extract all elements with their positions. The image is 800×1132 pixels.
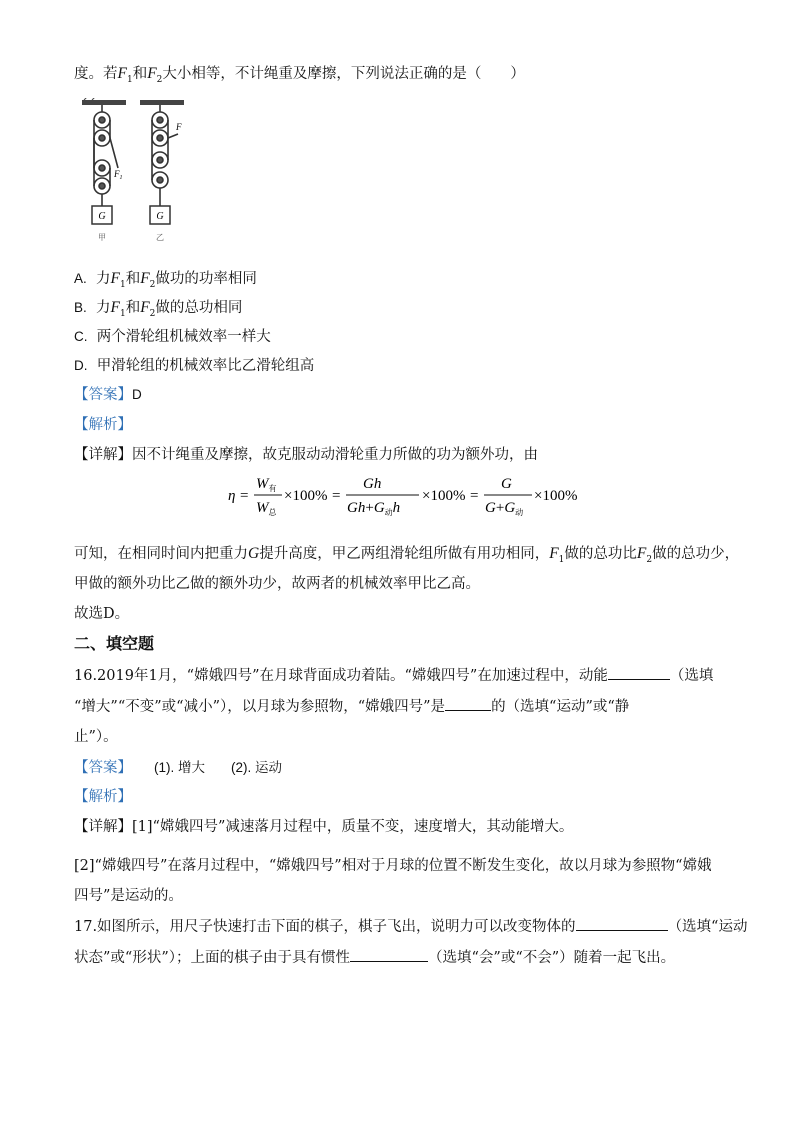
var-sub: 2 [149,279,156,290]
frac3-num: G [501,476,512,492]
q15-detail [74,445,538,465]
answer-value-2: (2). 运动 [231,760,283,775]
var-f2-sub: 2 [156,74,163,85]
option-text: 力 [95,300,111,316]
analysis-label: 【解析】 [74,417,132,433]
pulley-group-left [94,105,118,206]
answer-label: 【答案】 [74,760,132,776]
times-100-a: ×100% [284,488,328,504]
option-text: 和 [125,300,141,316]
var-sub: 1 [119,308,126,319]
times-100-c: ×100% [534,488,578,504]
q17-text: 状态”或“形状”）；上面的棋子由于具有惯性 [74,950,350,966]
weight-label-right: G [156,211,164,222]
section-title: 二、填空题 [74,634,155,653]
blank-1[interactable] [608,665,670,680]
q16-text: 16.2019年1月，“嫦娥四号”在月球背面成功着陆。“嫦娥四号”在加速过程中，动能 [74,668,608,684]
option-a [74,269,257,295]
efficiency-formula [226,468,586,524]
var-sub: 2 [646,554,653,565]
q17-text: （选填“运动 [667,919,748,935]
var-f1: F [110,299,120,316]
equals-sign: = [332,488,341,504]
var-f1: F [549,545,559,562]
option-text: 做的总功相同 [155,300,243,316]
detail-text: [1]“嫦娥四号”减速落月过程中，质量不变，速度增大，其动能增大。 [132,819,574,835]
q16-text: （选填 [669,668,714,684]
var-sub: 2 [149,308,156,319]
option-letter: A. [74,271,87,286]
q16-text: 的（选填“运动”或“静 [491,699,630,715]
var-f2: F [147,65,157,82]
option-text: 和 [125,271,141,287]
frac1-den: $W_总$ [256,500,277,517]
label-f: F [176,122,182,132]
q15-stem [74,64,525,90]
q16-line-3: 止”）。 [74,729,118,745]
q15-stem-a: 度。若 [74,66,118,82]
blank-2[interactable] [445,696,491,711]
q15-stem-b: 和 [132,66,148,82]
answer-value: D [132,387,142,402]
var-f1: F [117,65,127,82]
frac2-den: $Gh+G_动h$ [347,500,401,517]
option-letter: D. [74,358,88,373]
equals-sign: = [240,488,249,504]
var-f2: F [636,545,647,562]
var-f2: F [140,299,150,316]
var-sub: 1 [119,279,126,290]
label-f1: $F_1$ [114,169,123,181]
var-f2: F [140,270,150,287]
option-text: 两个滑轮组机械效率一样大 [96,329,271,345]
q17-text: （选填“会”或“不会”）随着一起飞出。 [428,950,676,966]
blank-3[interactable] [576,916,668,931]
frac3-den: $G+G_动$ [485,500,524,517]
ceiling-left [82,98,126,105]
option-d [74,356,314,376]
q15-answer [74,385,142,405]
frac2-num: Gh [363,476,382,492]
q16-line-2 [74,696,629,717]
pulley-figure [80,98,190,246]
detail-text: 因不计绳重及摩擦，故克服动动滑轮重力所做的功为额外功，由 [132,447,538,463]
q16-detail-2: [2]“嫦娥四号”在落月过程中，“嫦娥四号”相对于月球的位置不断发生变化，故以月球为参照物“嫦娥 [74,858,712,874]
q17-line-1 [74,916,747,937]
eta-symbol: η [228,488,236,504]
equals-sign: = [470,488,479,504]
frac1-num: $W_有$ [256,476,277,493]
option-text: 做功的功率相同 [155,271,257,287]
var-f1-sub: 1 [126,74,133,85]
q15-analysis [74,415,132,435]
q16-line-1 [74,665,713,686]
q16-detail-1 [74,817,573,837]
var-g: G [248,545,260,562]
q17-text: 17.如图所示，用尺子快速打击下面的棋子，棋子飞出，说明力可以改变物体的 [74,919,576,935]
option-text: 力 [95,271,111,287]
q15-stem-c: 大小相等，不计绳重及摩擦，下列说法正确的是（ ） [162,66,525,82]
q15-choose: 故选D。 [74,606,130,622]
concl-text: 提升高度，甲乙两组滑轮组所做有用功相同， [259,546,550,562]
ceiling-right [140,100,184,105]
concl-text: 做的总功少， [652,546,740,562]
q17-line-2 [74,947,675,968]
concl-text: 可知，在相同时间内把重力 [74,546,248,562]
option-text: 甲滑轮组的机械效率比乙滑轮组高 [96,358,315,374]
answer-value-1: (1). 增大 [154,760,206,775]
var-f1: F [110,270,120,287]
blank-4[interactable] [350,947,428,962]
option-c [74,327,271,347]
caption-right: 乙 [156,233,164,242]
analysis-label: 【解析】 [74,789,132,805]
option-letter: C. [74,329,88,344]
caption-left: 甲 [98,233,106,242]
detail-label: 【详解】 [74,447,132,463]
q16-analysis [74,787,132,807]
q16-detail-3: 四号”是运动的。 [74,888,183,904]
weight-label-left: G [98,211,106,222]
var-sub: 1 [558,554,565,565]
option-letter: B. [74,300,87,315]
q16-answer [74,758,282,778]
answer-label: 【答案】 [74,387,132,403]
option-b [74,298,242,324]
times-100-b: ×100% [422,488,466,504]
q15-conclusion-2: 甲做的额外功比乙做的额外功少，故两者的机械效率甲比乙高。 [74,576,480,592]
q16-text: “增大”“不变”或“减小”），以月球为参照物，“嫦娥四号”是 [74,699,446,715]
concl-text: 做的总功比 [564,546,637,562]
pulley-group-right [152,105,178,206]
detail-label: 【详解】 [74,819,132,835]
q15-conclusion-1 [74,544,739,570]
